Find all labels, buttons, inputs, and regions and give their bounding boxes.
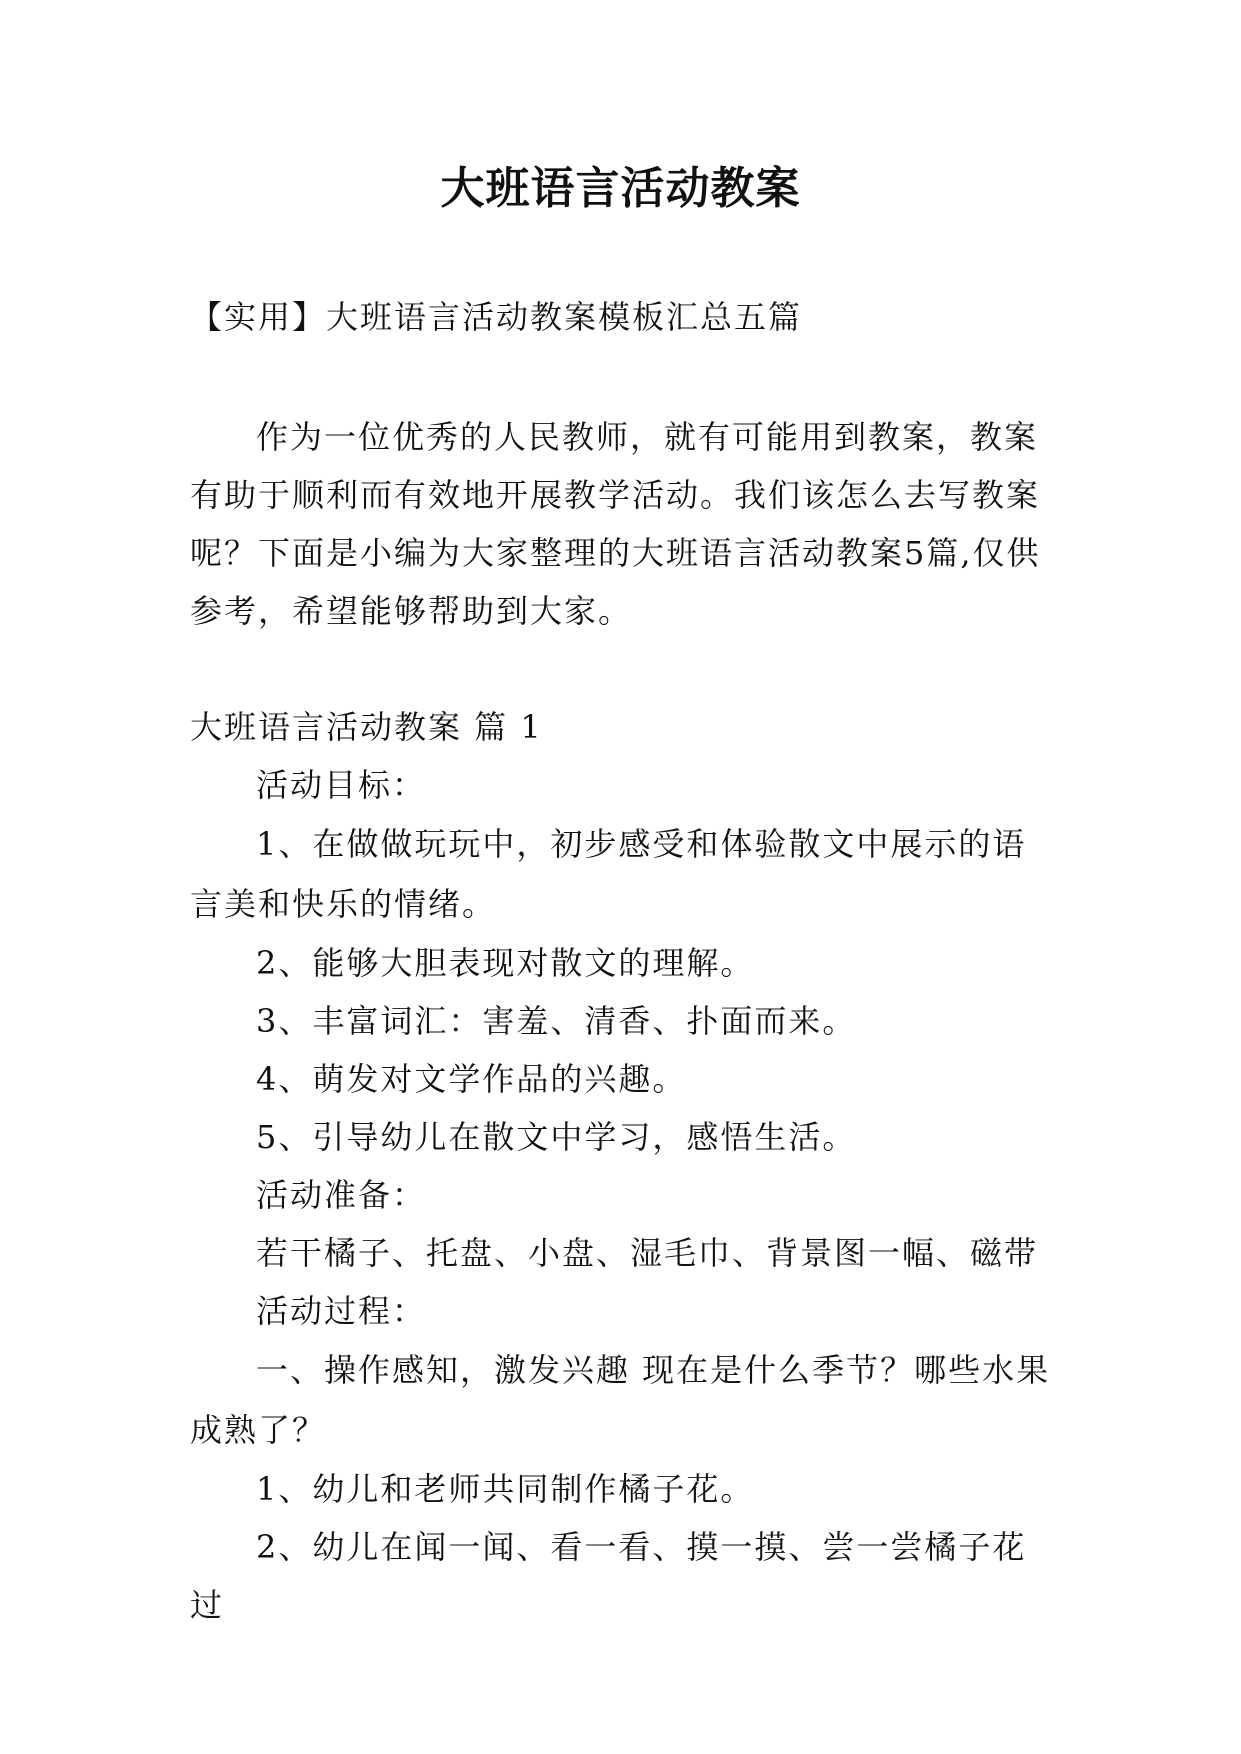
- section-line: 1、在做做玩玩中，初步感受和体验散文中展示的语言美和快乐的情绪。: [190, 825, 1027, 923]
- section-line: 一、操作感知，激发兴趣 现在是什么季节？哪些水果成熟了？: [190, 1351, 1051, 1449]
- section-line: 活动过程：: [256, 1292, 427, 1330]
- section-line: 活动准备：: [256, 1176, 427, 1214]
- section-line: 3、丰富词汇：害羞、清香、扑面而来。: [256, 1002, 857, 1040]
- section-line: 若干橘子、托盘、小盘、湿毛巾、背景图一幅、磁带: [256, 1234, 1039, 1272]
- section-line: 1、幼儿和老师共同制作橘子花。: [256, 1470, 755, 1508]
- lesson-section-1: [190, 698, 1052, 1634]
- section-line: 2、幼儿在闻一闻、看一看、摸一摸、尝一尝橘子花过: [190, 1528, 1027, 1624]
- section-line: 2、能够大胆表现对散文的理解。: [256, 944, 755, 982]
- intro-paragraph: 作为一位优秀的人民教师，就有可能用到教案，教案有助于顺利而有效地开展教学活动。我们该怎么去写教案呢？下面是小编为大家整理的大班语言活动教案5篇,仅供参考，希望能够帮助到大家。: [190, 418, 1041, 630]
- section-heading: 大班语言活动教案 篇 1: [190, 708, 543, 746]
- document-subtitle: 【实用】大班语言活动教案模板汇总五篇: [190, 298, 803, 336]
- section-line: 5、引导幼儿在散文中学习，感悟生活。: [256, 1118, 857, 1156]
- intro-paragraph-block: [190, 408, 1052, 640]
- section-line: 活动目标：: [256, 766, 427, 804]
- section-line: 4、萌发对文学作品的兴趣。: [256, 1060, 687, 1098]
- document-title: 大班语言活动教案: [440, 163, 801, 214]
